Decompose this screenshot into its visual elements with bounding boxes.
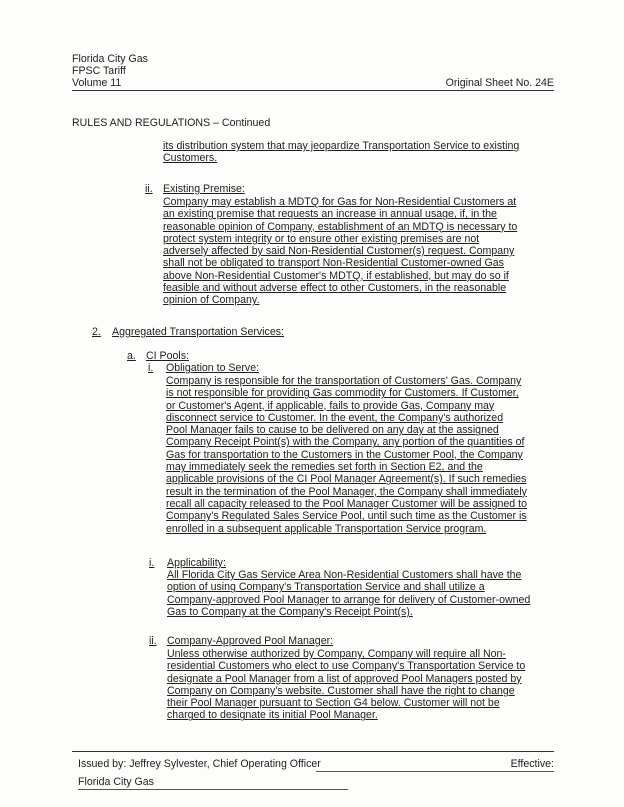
paragraph-line: Customers. (163, 152, 218, 165)
header-sheet-number: Original Sheet No. 24E (445, 77, 554, 89)
footer-effective: Effective: (510, 758, 554, 770)
paragraph-line: an existing premise that requests an increase in annual usage, if, in the (163, 208, 497, 221)
paragraph-line: applicable provisions of the CI Pool Manager Agreement(s). If such remedies (166, 473, 527, 486)
paragraph-line: Company on Company's website. Customer shall have the right to change (167, 684, 515, 697)
footer-company: Florida City Gas (78, 776, 154, 788)
paragraph-line: adversely affected by said Non-Residential Customer(s) request. Company (163, 245, 515, 258)
header-tariff: FPSC Tariff (72, 65, 126, 77)
paragraph-line: recall all capacity released to the Pool Manager Customer will be assigned to (166, 497, 527, 510)
obligation-marker: i. (148, 362, 154, 374)
continuation-paragraph (163, 140, 519, 165)
paragraph-line: Gas to Company at the Company's Receipt Point(s). (167, 605, 413, 618)
paragraph-line: Pool Manager fails to cause to be delivered on any day at the assigned (166, 424, 499, 437)
header-volume-row (72, 77, 554, 89)
paragraph-line: designate a Pool Manager from a list of approved Pool Managers posted by (167, 672, 522, 685)
item-2-title: Aggregated Transportation Services: (112, 326, 284, 338)
paragraph-line: disconnect service to Customer. In the event, the Company's authorized (166, 411, 504, 424)
paragraph-line: above Non-Residential Customer's MDTQ, if established, but may do so if (163, 269, 509, 282)
paragraph-line: Company Receipt Point(s) with the Company, any portion of the quantities of (166, 436, 525, 449)
paragraph-line: Unless otherwise authorized by Company, Company will require all Non- (167, 648, 506, 660)
paragraph-line: protect system integrity or to ensure other existing premises are not (163, 232, 480, 245)
paragraph-line: Gas for transportation to the Customers in the Customer Pool, the Company (166, 448, 523, 461)
pool-manager-marker: ii. (149, 635, 157, 647)
paragraph-line: Company is responsible for the transportation of Customers' Gas. Company (166, 375, 522, 387)
pool-manager-paragraph (167, 648, 525, 722)
paragraph-line: option of using Company's Transportation Service and shall utilize a (167, 581, 485, 594)
footer (78, 758, 554, 770)
footer-issued-row (78, 758, 554, 770)
section-title: RULES AND REGULATIONS – Continued (72, 117, 271, 129)
paragraph-line: its distribution system that may jeopardize Transportation Service to existing (163, 140, 520, 152)
tariff-header (72, 53, 554, 89)
footer-company-line (78, 789, 348, 790)
paragraph-line: opinion of Company. (163, 294, 260, 307)
pool-manager-title: Company-Approved Pool Manager: (167, 635, 334, 647)
paragraph-line: charged to designate its initial Pool Manager. (167, 709, 378, 722)
footer-rule (72, 751, 554, 752)
applicability-paragraph (167, 569, 530, 618)
footer-issued-by: Issued by: Jeffrey Sylvester, Chief Operating Officer (78, 758, 321, 770)
header-rule (72, 90, 554, 91)
obligation-paragraph (166, 375, 527, 535)
paragraph-line: shall not be obligated to transport Non-Residential Customer-owned Gas (163, 257, 504, 270)
paragraph-line: enrolled in a subsequent applicable Transportation Service program. (166, 522, 487, 535)
existing-premise-title: Existing Premise: (163, 183, 245, 195)
paragraph-line: result in the termination of the Pool Manager, the Company shall immediately (166, 485, 527, 498)
paragraph-line: Company-approved Pool Manager to arrange for delivery of Customer-owned (167, 593, 531, 606)
paragraph-line: residential Customers who elect to use Company's Transportation Service to (167, 660, 526, 673)
existing-premise-marker: ii. (145, 183, 153, 195)
paragraph-line: may immediately seek the remedies set forth in Section E2, and the (166, 461, 483, 474)
paragraph-line: their Pool Manager pursuant to Section G4 below. Customer will not be (167, 697, 500, 710)
paragraph-line: or Customer's Agent, if applicable, fails to provide Gas, Company may (166, 399, 495, 412)
paragraph-line: is not responsible for providing Gas commodity for Customers. If Customer, (166, 387, 519, 400)
ci-pools-title: CI Pools: (146, 350, 189, 362)
paragraph-line: feasible and without adverse effect to other Customers, in the reasonable (163, 282, 507, 295)
effective-date-line (316, 771, 554, 772)
paragraph-line: Company's Regulated Sales Service Pool, until such time as the Customer is (166, 510, 527, 523)
paragraph-line: reasonable opinion of Company, establishment of an MDTQ is necessary to (163, 220, 518, 233)
ci-pools-marker: a. (127, 350, 136, 362)
header-volume: Volume 11 (72, 77, 122, 89)
obligation-title: Obligation to Serve: (166, 362, 260, 374)
applicability-marker: i. (149, 557, 155, 569)
header-company: Florida City Gas (72, 53, 148, 65)
paragraph-line: All Florida City Gas Service Area Non-Residential Customers shall have the (167, 569, 522, 581)
paragraph-line: Company may establish a MDTQ for Gas for Non-Residential Customers at (163, 196, 517, 208)
item-2-marker: 2. (92, 326, 101, 338)
existing-premise-paragraph (163, 196, 517, 307)
applicability-title: Applicability: (167, 557, 226, 569)
